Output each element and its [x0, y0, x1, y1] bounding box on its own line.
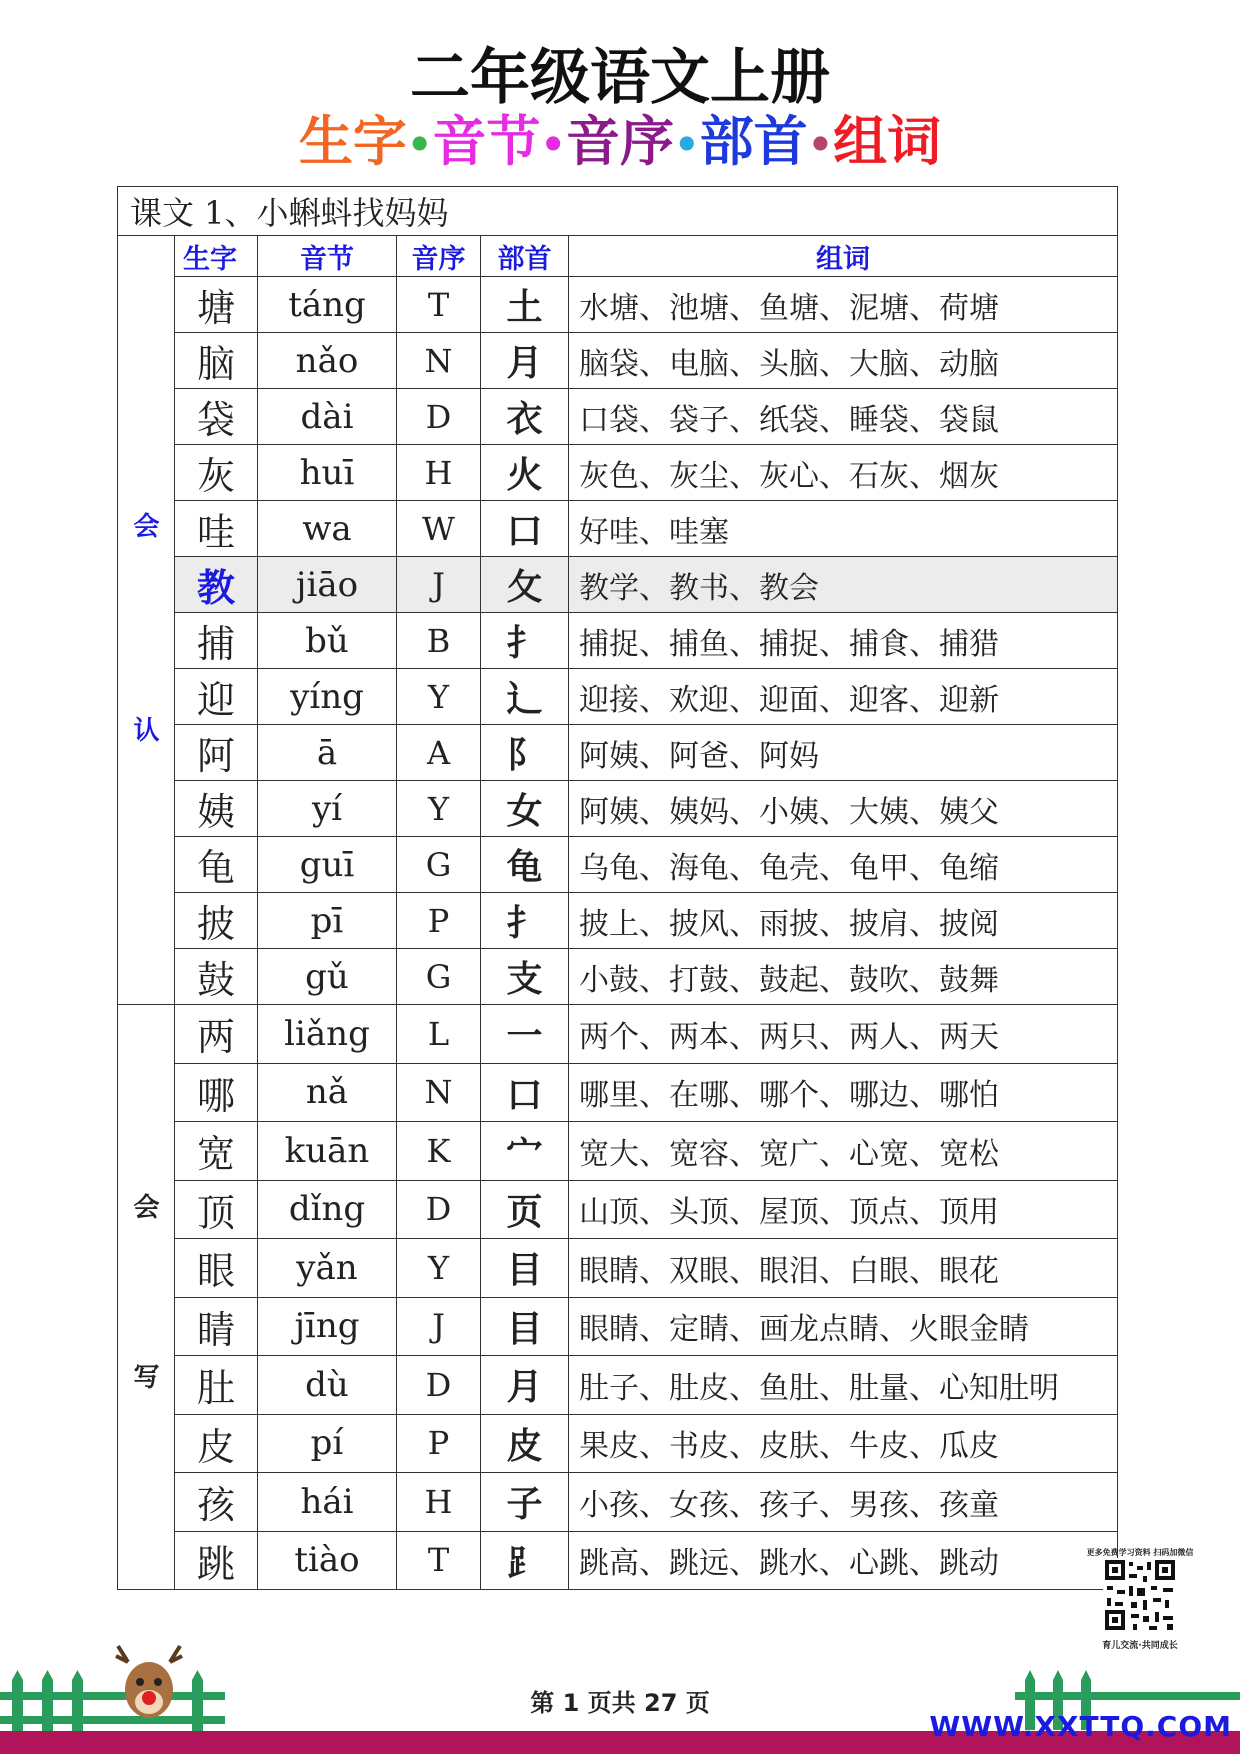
cell-radical: 宀: [481, 1122, 569, 1181]
cell-radical: 口: [481, 1063, 569, 1122]
cell-radical: 页: [481, 1180, 569, 1239]
cell-pinyin: dù: [258, 1356, 397, 1415]
cell-radical: 支: [481, 949, 569, 1005]
cell-index: P: [397, 893, 481, 949]
header-pinyin: 音节: [258, 236, 397, 277]
cell-pinyin: pī: [258, 893, 397, 949]
cell-words: 肚子、肚皮、鱼肚、肚量、心知肚明: [569, 1356, 1118, 1415]
cell-index: J: [397, 1297, 481, 1356]
cell-words: 跳高、跳远、跳水、心跳、跳动: [569, 1531, 1118, 1590]
cell-words: 眼睛、定睛、画龙点睛、火眼金睛: [569, 1297, 1118, 1356]
cell-radical: 口: [481, 501, 569, 557]
cell-words: 灰色、灰尘、灰心、石灰、烟灰: [569, 445, 1118, 501]
cell-index: Y: [397, 781, 481, 837]
table-row: [118, 1297, 1118, 1356]
table-row: [118, 277, 1118, 333]
cell-pinyin: dài: [258, 389, 397, 445]
cell-pinyin: liǎng: [258, 1005, 397, 1064]
table-row: [118, 557, 1118, 613]
cell-radical: 龟: [481, 837, 569, 893]
table-row: [118, 1239, 1118, 1298]
subtitle-separator-dot: •: [406, 122, 433, 169]
table-row: [118, 445, 1118, 501]
cell-char: 哪: [175, 1063, 258, 1122]
cell-radical: 阝: [481, 725, 569, 781]
qr-top-text: 更多免费学习资料 扫码加微信: [1086, 1548, 1194, 1557]
table-row: [118, 669, 1118, 725]
cell-index: D: [397, 389, 481, 445]
cell-char: 龟: [175, 837, 258, 893]
cell-pinyin: kuān: [258, 1122, 397, 1181]
cell-char: 教: [175, 557, 258, 613]
cell-words: 小孩、女孩、孩子、男孩、孩童: [569, 1473, 1118, 1532]
cell-words: 迎接、欢迎、迎面、迎客、迎新: [569, 669, 1118, 725]
header-char: 生字: [175, 236, 258, 277]
cell-char: 皮: [175, 1414, 258, 1473]
table-row: [118, 333, 1118, 389]
cell-words: 哪里、在哪、哪个、哪边、哪怕: [569, 1063, 1118, 1122]
subtitle-part: 部首: [699, 110, 808, 173]
cell-words: 脑袋、电脑、头脑、大脑、动脑: [569, 333, 1118, 389]
header-row: [118, 236, 1118, 277]
cell-pinyin: jīng: [258, 1297, 397, 1356]
cell-char: 宽: [175, 1122, 258, 1181]
qr-code-block: [1080, 1548, 1200, 1651]
subtitle-part: 音序: [566, 110, 674, 173]
header-radical: 部首: [481, 236, 569, 277]
subtitle-separator-dot: •: [807, 122, 834, 169]
cell-index: K: [397, 1122, 481, 1181]
cell-radical: 一: [481, 1005, 569, 1064]
group-label: 写: [133, 1363, 160, 1393]
cell-pinyin: hái: [258, 1473, 397, 1532]
cell-index: Y: [397, 1239, 481, 1298]
subtitle-separator-dot: •: [674, 122, 700, 169]
subtitle-part: 生字: [298, 110, 407, 173]
table-row: [118, 1356, 1118, 1415]
cell-pinyin: yǎn: [258, 1239, 397, 1298]
cell-index: J: [397, 557, 481, 613]
cell-char: 捕: [175, 613, 258, 669]
cell-words: 眼睛、双眼、眼泪、白眼、眼花: [569, 1239, 1118, 1298]
cell-index: T: [397, 277, 481, 333]
cell-char: 袋: [175, 389, 258, 445]
cell-index: H: [397, 1473, 481, 1532]
cell-words: 捕捉、捕鱼、捕捉、捕食、捕猎: [569, 613, 1118, 669]
cell-radical: 衣: [481, 389, 569, 445]
cell-radical: 辶: [481, 669, 569, 725]
cell-char: 睛: [175, 1297, 258, 1356]
cell-index: L: [397, 1005, 481, 1064]
cell-radical: 皮: [481, 1414, 569, 1473]
cell-char: 跳: [175, 1531, 258, 1590]
cell-pinyin: dǐng: [258, 1180, 397, 1239]
header-words: 组词: [569, 236, 1118, 277]
table-row: [118, 501, 1118, 557]
cell-pinyin: ā: [258, 725, 397, 781]
cell-pinyin: bǔ: [258, 613, 397, 669]
cell-words: 好哇、哇塞: [569, 501, 1118, 557]
cell-radical: 土: [481, 277, 569, 333]
subtitle-part: 音节: [432, 110, 541, 173]
cell-index: G: [397, 949, 481, 1005]
cell-index: W: [397, 501, 481, 557]
subtitle-part: 组词: [833, 110, 942, 173]
cell-words: 口袋、袋子、纸袋、睡袋、袋鼠: [569, 389, 1118, 445]
cell-char: 脑: [175, 333, 258, 389]
qr-bottom-text: 育儿交流·共同成长: [1102, 1641, 1178, 1651]
cell-radical: 扌: [481, 613, 569, 669]
cell-radical: 目: [481, 1297, 569, 1356]
cell-words: 教学、教书、教会: [569, 557, 1118, 613]
table-row: [118, 1122, 1118, 1181]
table-row: [118, 837, 1118, 893]
table-row: [118, 725, 1118, 781]
cell-radical: 月: [481, 333, 569, 389]
page-number: 第 1 页共 27 页: [530, 1689, 710, 1717]
cell-pinyin: jiāo: [258, 557, 397, 613]
cell-pinyin: yíng: [258, 669, 397, 725]
table-row: [118, 893, 1118, 949]
cell-index: T: [397, 1531, 481, 1590]
cell-words: 阿姨、阿爸、阿妈: [569, 725, 1118, 781]
table-row: [118, 1180, 1118, 1239]
table-row: [118, 949, 1118, 1005]
cell-index: G: [397, 837, 481, 893]
cell-char: 顶: [175, 1180, 258, 1239]
cell-pinyin: huī: [258, 445, 397, 501]
cell-index: N: [397, 333, 481, 389]
cell-radical: 扌: [481, 893, 569, 949]
table-row: [118, 1531, 1118, 1590]
cell-words: 果皮、书皮、皮肤、牛皮、瓜皮: [569, 1414, 1118, 1473]
cell-char: 灰: [175, 445, 258, 501]
cell-char: 哇: [175, 501, 258, 557]
vocab-table: [117, 186, 1118, 1590]
table-row: [118, 389, 1118, 445]
lesson-title: 课文 1、小蝌蚪找妈妈: [118, 187, 1118, 236]
cell-char: 姨: [175, 781, 258, 837]
cell-index: H: [397, 445, 481, 501]
cell-index: Y: [397, 669, 481, 725]
cell-words: 乌龟、海龟、龟壳、龟甲、龟缩: [569, 837, 1118, 893]
cell-words: 阿姨、姨妈、小姨、大姨、姨父: [569, 781, 1118, 837]
subtitle-separator-dot: •: [540, 122, 566, 169]
table-row: [118, 1063, 1118, 1122]
cell-pinyin: gǔ: [258, 949, 397, 1005]
cell-words: 小鼓、打鼓、鼓起、鼓吹、鼓舞: [569, 949, 1118, 1005]
cell-index: N: [397, 1063, 481, 1122]
cell-words: 两个、两本、两只、两人、两天: [569, 1005, 1118, 1064]
group-label-cell: [118, 1005, 175, 1590]
cell-words: 水塘、池塘、鱼塘、泥塘、荷塘: [569, 277, 1118, 333]
cell-pinyin: táng: [258, 277, 397, 333]
cell-radical: 火: [481, 445, 569, 501]
cell-pinyin: pí: [258, 1414, 397, 1473]
cell-pinyin: guī: [258, 837, 397, 893]
cell-index: D: [397, 1180, 481, 1239]
table-row: [118, 613, 1118, 669]
cell-char: 眼: [175, 1239, 258, 1298]
cell-radical: 目: [481, 1239, 569, 1298]
cell-words: 披上、披风、雨披、披肩、披阅: [569, 893, 1118, 949]
qr-code-icon: [1103, 1558, 1177, 1632]
table-row: [118, 1005, 1118, 1064]
header-index: 音序: [397, 236, 481, 277]
table-row: [118, 781, 1118, 837]
group-label-cell: [118, 236, 175, 1005]
lesson-title-row: [118, 187, 1118, 236]
cell-index: D: [397, 1356, 481, 1415]
group-label: 会: [133, 1193, 160, 1223]
group-label: 认: [133, 716, 160, 746]
cell-pinyin: tiào: [258, 1531, 397, 1590]
cell-char: 阿: [175, 725, 258, 781]
deer-icon: [108, 1640, 198, 1730]
cell-radical: ⻊: [481, 1531, 569, 1590]
group-label: 会: [133, 512, 160, 542]
cell-radical: 月: [481, 1356, 569, 1415]
cell-pinyin: wa: [258, 501, 397, 557]
cell-words: 山顶、头顶、屋顶、顶点、顶用: [569, 1180, 1118, 1239]
cell-char: 鼓: [175, 949, 258, 1005]
cell-pinyin: yí: [258, 781, 397, 837]
cell-char: 披: [175, 893, 258, 949]
cell-index: B: [397, 613, 481, 669]
cell-char: 迎: [175, 669, 258, 725]
page-title: 二年级语文上册: [410, 43, 830, 113]
cell-radical: 女: [481, 781, 569, 837]
cell-index: P: [397, 1414, 481, 1473]
cell-radical: 攵: [481, 557, 569, 613]
cell-char: 塘: [175, 277, 258, 333]
cell-pinyin: nǎo: [258, 333, 397, 389]
page-subtitle: [0, 106, 1240, 181]
cell-char: 孩: [175, 1473, 258, 1532]
cell-index: A: [397, 725, 481, 781]
cell-words: 宽大、宽容、宽广、心宽、宽松: [569, 1122, 1118, 1181]
cell-char: 肚: [175, 1356, 258, 1415]
cell-pinyin: nǎ: [258, 1063, 397, 1122]
table-row: [118, 1473, 1118, 1532]
website-link[interactable]: WWW.XXTTQ.COM: [929, 1710, 1232, 1743]
table-row: [118, 1414, 1118, 1473]
cell-char: 两: [175, 1005, 258, 1064]
cell-radical: 子: [481, 1473, 569, 1532]
